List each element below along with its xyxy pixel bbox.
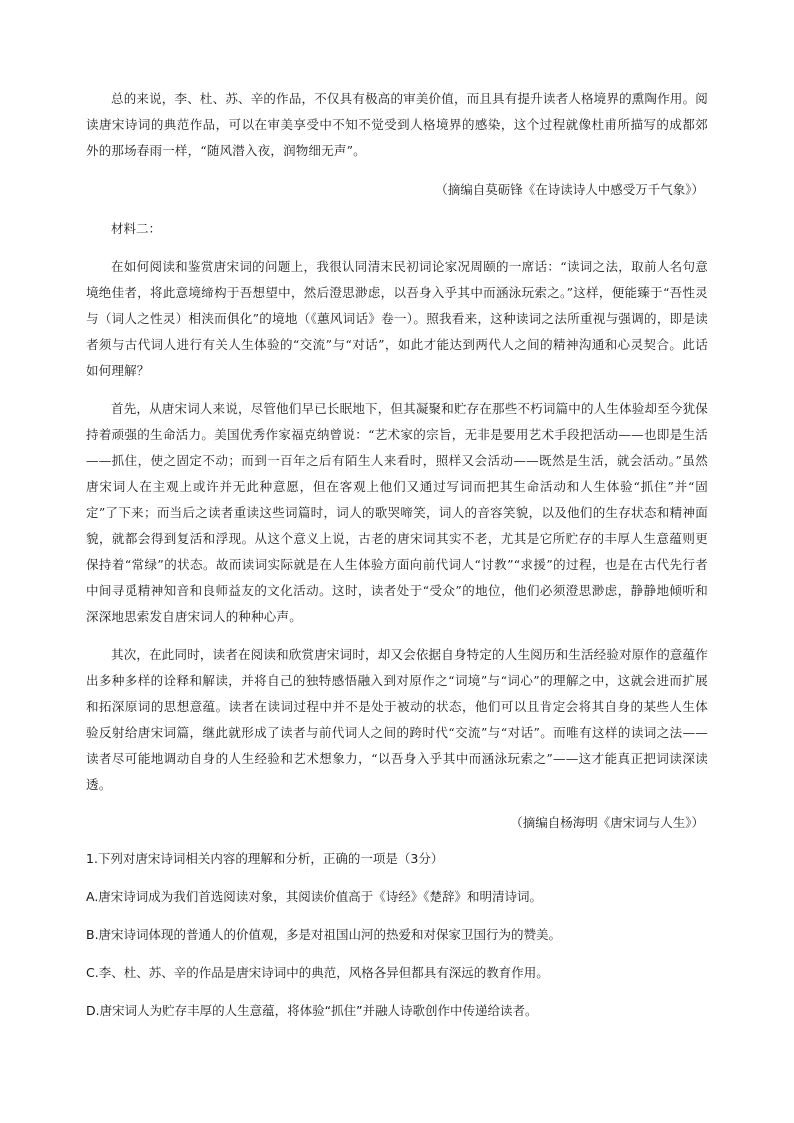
option-a: A.唐宋诗词成为我们首选阅读对象，其阅读价值高于《诗经》《楚辞》和明清诗词。 <box>86 889 543 904</box>
material1-source: （摘编自莫砺锋《在诗读诗人中感受万千气象》） <box>435 182 704 197</box>
question-stem: 1.下列对唐宋诗词相关内容的理解和分析，正确的一项是（3分） <box>86 851 444 866</box>
material1-paragraph: 总的来说，李、杜、苏、辛的作品，不仅具有极高的审美价值，而且具有提升读者人格境界的熏陶作用。阅读唐宋诗词的典范作品，可以在审美享受中不知不觉受到人格境界的感染，这个过程就像杜甫所描写的成都郊外的那场春雨一样，“随风潜入夜，润物细无声”。 <box>86 91 708 158</box>
material2-source: （摘编自杨海明《唐宋词与人生》） <box>510 815 704 830</box>
option-b: B.唐宋诗词体现的普通人的价值观，多是对祖国山河的热爱和对保家卫国行为的赞美。 <box>86 927 562 942</box>
option-c: C.李、杜、苏、辛的作品是唐宋诗词中的典范，风格各异但都具有深远的教育作用。 <box>86 965 549 980</box>
material2-heading: 材料二： <box>111 221 162 236</box>
material2-paragraph-2: 首先，从唐宋词人来说，尽管他们早已长眠地下，但其凝聚和贮存在那些不朽词篇中的人生体验却至今犹保持着顽强的生命活力。美国优秀作家福克纳曾说：“艺术家的宗旨，无非是要用艺术手段把活动——也即是生活——抓住，使之固定不动；而到一百年之后有陌生人来看时，照样又会活动——既然是生活，就会活动。”虽然唐宋词人在主观上或许并无此种意愿，但在客观上他们又通过写词而把其生命活动和人生体验“抓住”并“固定”了下来；而当后之读者重读这些词篇时，词人的歌哭啼笑，词人的音容笑貌，以及他们的生存状态和精神面貌，就都会得到复活和浮现。从这个意义上说，古老的唐宋词其实不老，尤其是它所贮存的丰厚人生意蕴则更保持着“常绿”的状态。故而读词实际就是在人生体验方面向前代词人“讨教”“求援”的过程，也是在古代先行者中间寻觅精神知音和良师益友的文化活动。这时，读者处于“受众”的地位，他们必须澄思渺虑，静静地倾听和深深地思索发自唐宋词人的种种心声。 <box>86 401 708 624</box>
document-page <box>86 86 708 1021</box>
option-d: D.唐宋词人为贮存丰厚的人生意蕴，将体验“抓住”并融人诗歌创作中传递给读者。 <box>86 1003 538 1018</box>
question-options <box>86 887 708 1021</box>
material2-paragraph-1: 在如何阅读和鉴赏唐宋词的问题上，我很认同清末民初词论家况周颐的一席话：“读词之法，取前人名句意境绝佳者，将此意境缔构于吾想望中，然后澄思渺虑，以吾身入乎其中而涵泳玩索之。”这样，便能臻于“吾性灵与（词人之性灵）相浃而俱化”的境地（《蕙风词话》卷一）。照我看来，这种读词之法所重视与强调的，即是读者须与古代词人进行有关人生体验的“交流”与“对话”，如此才能达到两代人之间的精神沟通和心灵契合。此话如何理解？ <box>86 259 708 378</box>
material2-paragraph-3: 其次，在此同时，读者在阅读和欣赏唐宋词时，却又会依据自身特定的人生阅历和生活经验对原作的意蕴作出多种多样的诠释和解读，并将自己的独特感悟融入到对原作之“词境”与“词心”的理解之中，这就会进而扩展和拓深原词的思想意蕴。读者在读词过程中并不是处于被动的状态，他们可以且肯定会将其自身的某些人生体验反射给唐宋词篇，继此就形成了读者与前代词人之间的跨时代“交流”与“对话”。而唯有这样的读词之法——读者尽可能地调动自身的人生经验和艺术想象力，“以吾身入乎其中而涵泳玩索之”——这才能真正把词读深读透。 <box>86 647 708 792</box>
